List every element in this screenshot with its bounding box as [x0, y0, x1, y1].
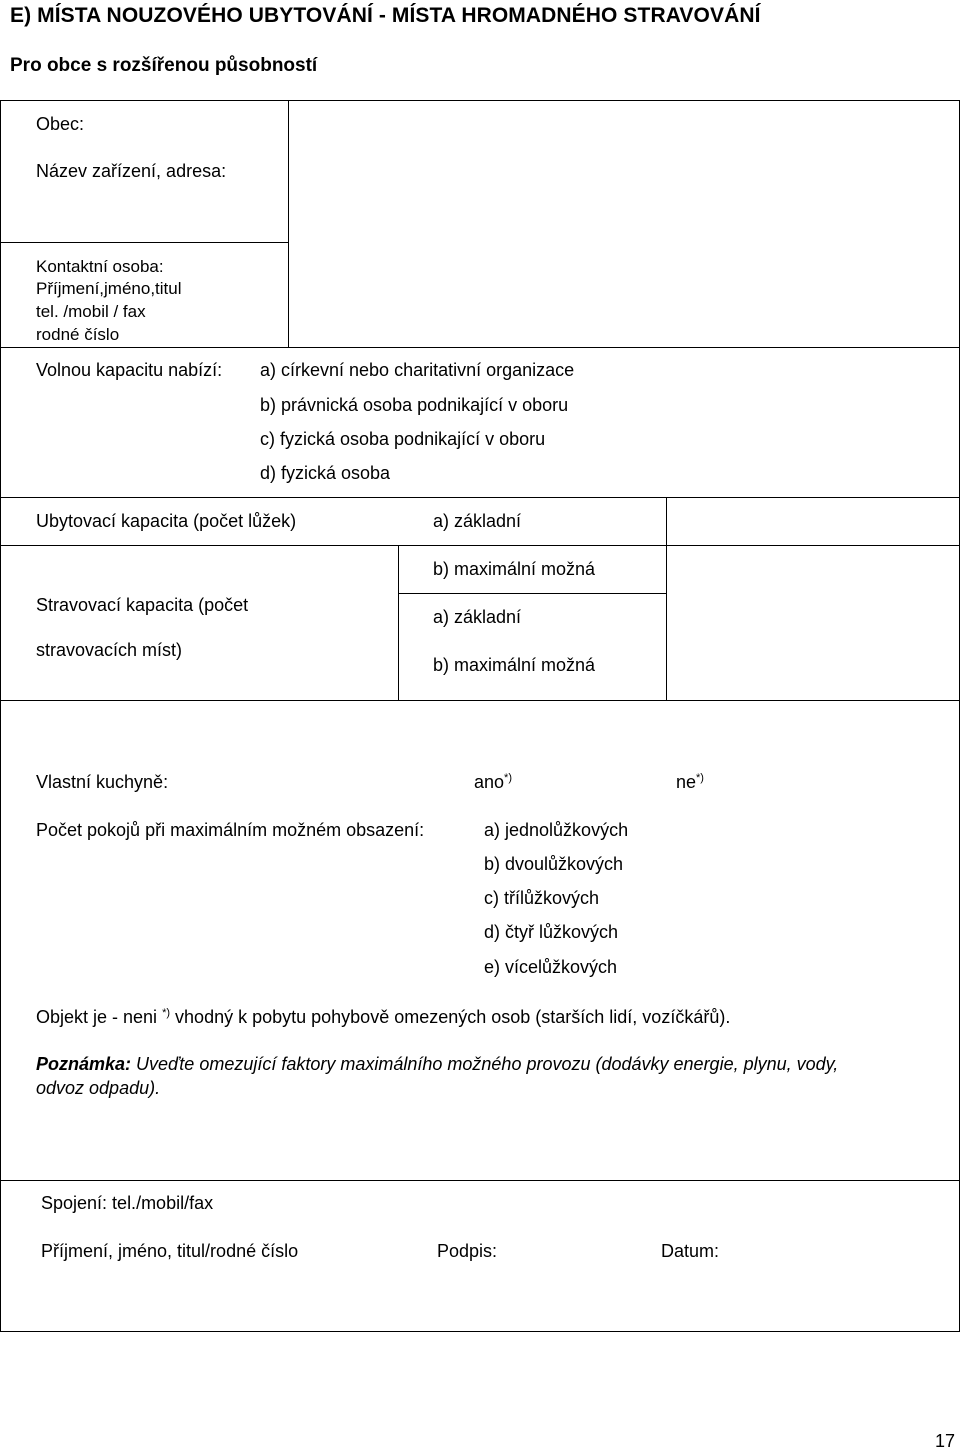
- kapacita-option-b: b) právnická osoba podnikající v oboru: [260, 395, 569, 415]
- divider-row1: [0, 242, 289, 243]
- kontakt-label-4: rodné číslo: [36, 325, 120, 344]
- page-title: E) MÍSTA NOUZOVÉHO UBYTOVÁNÍ - MÍSTA HROMADNÉHO STRAVOVÁNÍ: [10, 4, 761, 27]
- footnote-mark: *): [504, 772, 512, 784]
- stravovaci-label-1: Stravovací kapacita (počet: [36, 595, 249, 615]
- divider-col3: [666, 497, 667, 701]
- ubytovaci-zakladni: a) základní: [433, 511, 522, 531]
- kuchyne-ano[interactable]: [474, 772, 512, 793]
- ano-label: ano: [474, 772, 505, 792]
- stravovaci-maximalni: b) maximální možná: [433, 655, 596, 675]
- footnote-mark: *): [162, 1007, 171, 1019]
- kontakt-label-1: Kontaktní osoba:: [36, 257, 164, 276]
- page-subtitle: Pro obce s rozšířenou působností: [10, 55, 318, 76]
- kapacita-option-d: d) fyzická osoba: [260, 463, 391, 483]
- divider-col1: [288, 100, 289, 348]
- poznamka-line-1: [36, 1054, 838, 1075]
- divider-row3: [0, 497, 960, 498]
- footnote-mark: *): [696, 772, 704, 784]
- poznamka-line-2: odvoz odpadu).: [36, 1078, 161, 1098]
- poznamka-text-1: Uveďte omezující faktory maximálního možného provozu (dodávky energie, plynu, vody,: [136, 1054, 839, 1074]
- pokoje-option-c: c) třílůžkových: [484, 888, 600, 908]
- obec-label: Obec:: [36, 114, 85, 134]
- pokoje-label: Počet pokojů při maximálním možném obsazení:: [36, 820, 425, 840]
- pokoje-option-e: e) vícelůžkových: [484, 957, 618, 977]
- ubytovaci-label: Ubytovací kapacita (počet lůžek): [36, 511, 297, 531]
- kontakt-label-2: Příjmení,jméno,titul: [36, 279, 182, 298]
- kapacita-option-a: a) církevní nebo charitativní organizace: [260, 360, 575, 380]
- stravovaci-label-2: stravovacích míst): [36, 640, 183, 660]
- divider-row4: [0, 545, 960, 546]
- spojeni-label: Spojení: tel./mobil/fax: [41, 1193, 214, 1213]
- pokoje-option-b: b) dvoulůžkových: [484, 854, 624, 874]
- objekt-post: vhodný k pobytu pohybově omezených osob (starších lidí, vozíčkářů).: [175, 1007, 731, 1027]
- page-number: 17: [935, 1431, 956, 1451]
- kapacita-label: Volnou kapacitu nabízí:: [36, 360, 223, 380]
- kapacita-option-c: c) fyzická osoba podnikající v oboru: [260, 429, 546, 449]
- kuchyne-ne[interactable]: [676, 772, 704, 793]
- kontakt-label-3: tel. /mobil / fax: [36, 302, 146, 321]
- podpis-label: Podpis:: [437, 1241, 498, 1261]
- divider-row5: [398, 593, 666, 594]
- divider-col2: [398, 545, 399, 701]
- kuchyne-label: Vlastní kuchyně:: [36, 772, 169, 792]
- objekt-statement: [36, 1007, 730, 1028]
- stravovaci-zakladni: a) základní: [433, 607, 522, 627]
- objekt-pre: Objekt je - neni: [36, 1007, 158, 1027]
- poznamka-label: Poznámka:: [36, 1054, 132, 1074]
- datum-label: Datum:: [661, 1241, 720, 1261]
- pokoje-option-a: a) jednolůžkových: [484, 820, 629, 840]
- divider-row2: [0, 347, 960, 348]
- zarizeni-label: Název zařízení, adresa:: [36, 161, 227, 181]
- ne-label: ne: [676, 772, 697, 792]
- prijmeni-label: Příjmení, jméno, titul/rodné číslo: [41, 1241, 299, 1261]
- pokoje-option-d: d) čtyř lůžkových: [484, 922, 619, 942]
- ubytovaci-maximalni: b) maximální možná: [433, 559, 596, 579]
